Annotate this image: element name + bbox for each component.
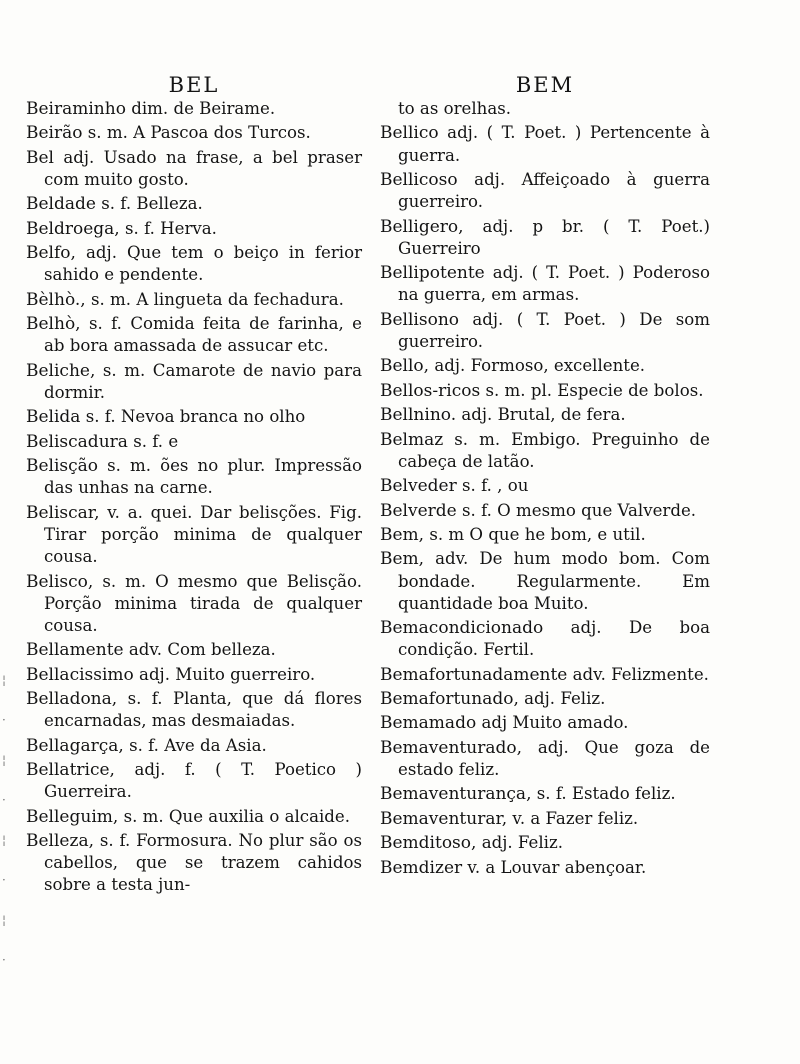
entry-headword: Bellisono xyxy=(380,309,460,330)
dictionary-entry xyxy=(380,380,710,402)
entry-headword: Belverde xyxy=(380,500,457,521)
entry-definition: adv. Com belleza. xyxy=(128,640,276,660)
entry-headword: Bellamente xyxy=(26,640,124,661)
dictionary-entry xyxy=(380,309,710,353)
entry-definition: to as orelhas. xyxy=(398,99,512,118)
margin-bleed-marks: ¦ · ¦ · ¦ · ¦ · xyxy=(2,673,7,967)
entry-definition: adj. De boa condição. Fertil. xyxy=(398,618,710,660)
dictionary-entry xyxy=(380,500,710,522)
left-column xyxy=(26,72,362,899)
entry-headword: Beliscadura xyxy=(26,431,128,452)
dictionary-entry xyxy=(380,98,710,120)
dictionary-entry xyxy=(380,355,710,377)
dictionary-entry xyxy=(380,808,710,830)
entry-headword: Bellipotente xyxy=(380,263,485,284)
entry-definition: s. m. Que auxilia o alcaide. xyxy=(123,806,351,826)
entry-definition: s. f. O mesmo que Valverde. xyxy=(462,500,697,520)
entry-definition: adj. ( T. Poet. ) Poderoso na guerra, em armas. xyxy=(398,263,710,305)
entry-definition: adj. Que goza de estado feliz. xyxy=(398,737,711,780)
dictionary-entry xyxy=(26,406,362,428)
entry-headword: Bem, xyxy=(380,549,425,570)
entry-definition: adj. Que tem o beiço in ferior sahido e pendente. xyxy=(44,243,363,285)
entry-definition: s. f. Ave da Asia. xyxy=(129,735,267,755)
entry-headword: Belladona, xyxy=(26,689,118,710)
entry-headword: Bemaventurar, xyxy=(380,808,508,829)
dictionary-entry xyxy=(380,737,710,781)
dictionary-entry xyxy=(380,857,710,879)
entry-definition: s. m. O mesmo que Belisção. Porção minima tirada de qualquer cousa. xyxy=(44,571,362,635)
entry-definition: adj. Formoso, excellente. xyxy=(434,356,646,376)
entry-definition: adj Muito amado. xyxy=(481,713,629,733)
entry-definition: s. f. Estado feliz. xyxy=(536,784,676,804)
entry-definition: s. m. A lingueta da fechadura. xyxy=(90,289,344,309)
dictionary-entry xyxy=(380,169,710,213)
dictionary-entry xyxy=(26,759,362,803)
entry-definition: adv. De hum modo bom. Com bondade. Regularmente. Em quantidade boa Muito. xyxy=(398,549,711,613)
entry-headword: Belisco, xyxy=(26,571,94,592)
entry-definition: dim. de Beirame. xyxy=(131,99,276,118)
entry-definition: adj. Muito guerreiro. xyxy=(139,664,316,684)
dictionary-entry xyxy=(380,524,710,546)
entry-definition: s. f. Formosura. No plur são os cabellos, que se trazem cahidos sobre a testa jun- xyxy=(44,831,362,895)
entry-headword: Belida xyxy=(26,407,81,428)
entry-definition: v. a. quei. Dar belisções. Fig. Tirar porção minima de qualquer cousa. xyxy=(44,502,362,567)
entry-headword: Bemamado xyxy=(380,713,477,734)
dictionary-entry xyxy=(380,475,710,497)
entry-headword: Bellicoso xyxy=(380,169,458,190)
entry-definition: adj. Feliz. xyxy=(524,689,606,709)
entry-headword: Belligero, xyxy=(380,216,464,237)
entry-headword: Beldroega, xyxy=(26,218,120,239)
entry-definition: s. m O que he bom, e util. xyxy=(429,524,646,544)
dictionary-entry xyxy=(26,242,362,286)
entry-headword: Beldade xyxy=(26,194,96,215)
entry-headword: Bem, xyxy=(380,524,425,545)
entry-headword: Bello, xyxy=(380,356,430,377)
entry-definition: s. m. ões no plur. Impressão das unhas na carne. xyxy=(44,456,362,498)
dictionary-entry xyxy=(26,455,362,499)
dictionary-entry xyxy=(26,571,362,638)
dictionary-entry xyxy=(380,216,710,260)
entry-headword: Bellacissimo xyxy=(26,664,134,685)
entry-headword: Bemacondicionado xyxy=(380,618,544,639)
entry-headword: Bemditoso, xyxy=(380,833,477,854)
entry-headword: Bemaventurado, xyxy=(380,737,522,758)
entry-definition: s. f. , ou xyxy=(462,476,529,496)
dictionary-entry xyxy=(380,404,710,426)
entry-definition: s. m. A Pascoa dos Turcos. xyxy=(87,123,311,143)
left-entry-list xyxy=(26,98,362,897)
dictionary-entry xyxy=(26,735,362,757)
entry-headword: Bellnino. xyxy=(380,405,457,426)
entry-headword: Bemafortunadamente xyxy=(380,664,568,685)
entry-headword: Bèlhò., xyxy=(26,289,86,310)
dictionary-entry xyxy=(26,193,362,215)
dictionary-entry xyxy=(26,218,362,240)
entry-headword: Beliche, xyxy=(26,360,96,381)
entry-headword: Beliscar, xyxy=(26,502,100,523)
entry-headword: Belveder xyxy=(380,476,457,497)
dictionary-entry xyxy=(26,639,362,661)
entry-definition: s. f. Belleza. xyxy=(101,194,203,214)
entry-headword: Belfo, xyxy=(26,243,76,264)
entry-definition: adv. Felizmente. xyxy=(572,664,709,684)
dictionary-entry xyxy=(26,289,362,311)
entry-definition: s. m. Embigo. Preguinho de cabeça de latão. xyxy=(398,429,710,471)
entry-definition: s. f. e xyxy=(133,431,179,451)
entry-headword: Belisção xyxy=(26,456,99,477)
entry-definition: s. m. pl. Especie de bolos. xyxy=(485,380,704,400)
entry-definition: adj. ( T. Poet. ) De som guerreiro. xyxy=(398,309,710,351)
entry-definition: adj. Affeiçoado à guerra guerreiro. xyxy=(398,169,710,212)
entry-headword: Belhò, xyxy=(26,314,81,335)
dictionary-entry xyxy=(26,806,362,828)
dictionary-entry xyxy=(380,688,710,710)
entry-definition: s. f. Planta, que dá flores encarnadas, mas desmaiadas. xyxy=(44,689,362,731)
entry-headword: Beirão xyxy=(26,123,83,144)
entry-definition: adj. Brutal, de fera. xyxy=(461,405,626,425)
dictionary-entry xyxy=(26,688,362,732)
dictionary-entry xyxy=(26,122,362,144)
dictionary-entry xyxy=(380,617,710,661)
entry-definition: adj. Usado na frase, a bel praser com muito gosto. xyxy=(44,147,363,189)
entry-definition: v. a Louvar abençoar. xyxy=(467,857,647,877)
entry-headword: Beiraminho xyxy=(26,99,126,119)
entry-definition: v. a Fazer feliz. xyxy=(512,808,639,828)
right-column xyxy=(380,72,710,881)
dictionary-entry xyxy=(26,664,362,686)
entry-headword: Bellico xyxy=(380,123,439,144)
entry-headword: Bemdizer xyxy=(380,857,463,878)
entry-headword: Bemafortunado, xyxy=(380,689,519,710)
dictionary-entry xyxy=(26,830,362,897)
dictionary-entry xyxy=(380,712,710,734)
dictionary-entry xyxy=(380,122,710,166)
entry-headword: Belleza, xyxy=(26,831,94,852)
dictionary-entry xyxy=(26,431,362,453)
left-column-header: BEL xyxy=(168,73,220,97)
dictionary-entry xyxy=(26,147,362,191)
entry-headword: Belmaz xyxy=(380,429,444,450)
dictionary-entry xyxy=(380,783,710,805)
dictionary-entry xyxy=(26,502,362,569)
right-column-header: BEM xyxy=(515,73,575,97)
entry-definition: adj. Feliz. xyxy=(481,833,563,853)
dictionary-entry xyxy=(26,360,362,404)
entry-headword: Bel xyxy=(26,147,54,168)
right-entry-list xyxy=(380,98,710,879)
entry-headword: Belleguim, xyxy=(26,806,119,827)
entry-headword: Bemaventurança, xyxy=(380,784,532,805)
entry-headword: Bellagarça, xyxy=(26,735,124,756)
entry-definition: adj. f. ( T. Poetico ) Guerreira. xyxy=(44,760,362,802)
entry-headword: Bellatrice, xyxy=(26,760,115,781)
dictionary-entry xyxy=(26,98,362,120)
entry-definition: s. f. Nevoa branca no olho xyxy=(85,407,306,427)
dictionary-entry xyxy=(380,832,710,854)
entry-headword: Bellos-ricos xyxy=(380,380,481,401)
dictionary-entry xyxy=(380,548,710,615)
dictionary-entry xyxy=(380,664,710,686)
entry-definition: s. f. Comida feita de farinha, e ab bora amassada de assucar etc. xyxy=(44,314,363,356)
dictionary-entry xyxy=(26,313,362,357)
dictionary-entry xyxy=(380,429,710,473)
dictionary-entry xyxy=(380,262,710,306)
entry-definition: s. m. Camarote de navio para dormir. xyxy=(44,360,362,402)
entry-definition: adj. ( T. Poet. ) Pertencente à guerra. xyxy=(398,123,710,165)
entry-definition: s. f. Herva. xyxy=(125,218,217,238)
entry-definition: adj. p br. ( T. Poet.) Guerreiro xyxy=(398,216,710,258)
